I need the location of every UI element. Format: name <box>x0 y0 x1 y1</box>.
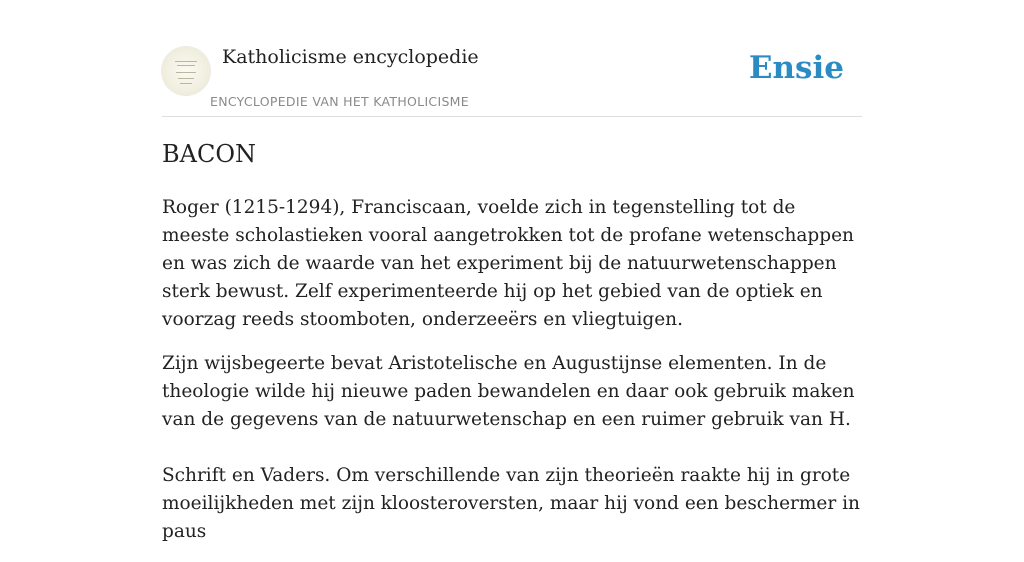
site-header <box>162 40 862 117</box>
ensie-logo[interactable]: Ensie <box>748 50 844 86</box>
article-paragraph: Zijn wijsbegeerte bevat Aristotelische en Augustijnse elementen. In de theologie wilde hij nieuwe paden bewandelen en daar ook gebruik maken van de gegevens van de natuurwetenschap en een ruimer gebruik van H. <box>162 353 855 430</box>
article-title: BACON <box>162 140 257 168</box>
article-paragraph: Schrift en Vaders. Om verschillende van zijn theorieën raakte hij in grote moeilijkheden met zijn kloosteroversten, maar hij vond een beschermer in paus <box>162 465 860 542</box>
site-subtitle: ENCYCLOPEDIE VAN HET KATHOLICISME <box>210 94 469 109</box>
encyclopedia-cover-avatar[interactable] <box>162 47 210 95</box>
site-title[interactable]: Katholicisme encyclopedie <box>222 46 479 68</box>
article-paragraph: Roger (1215-1294), Franciscaan, voelde zich in tegenstelling tot de meeste scholastieken vooral aangetrokken tot de profane wetenschappen en was zich de waarde van het experiment bij de natuurwetenschappen sterk bewust. Zelf experimenteerde hij op het gebied van de optiek en voorzag reeds stoomboten, onderzeeërs en vliegtuigen. <box>162 197 854 330</box>
article <box>162 138 862 562</box>
